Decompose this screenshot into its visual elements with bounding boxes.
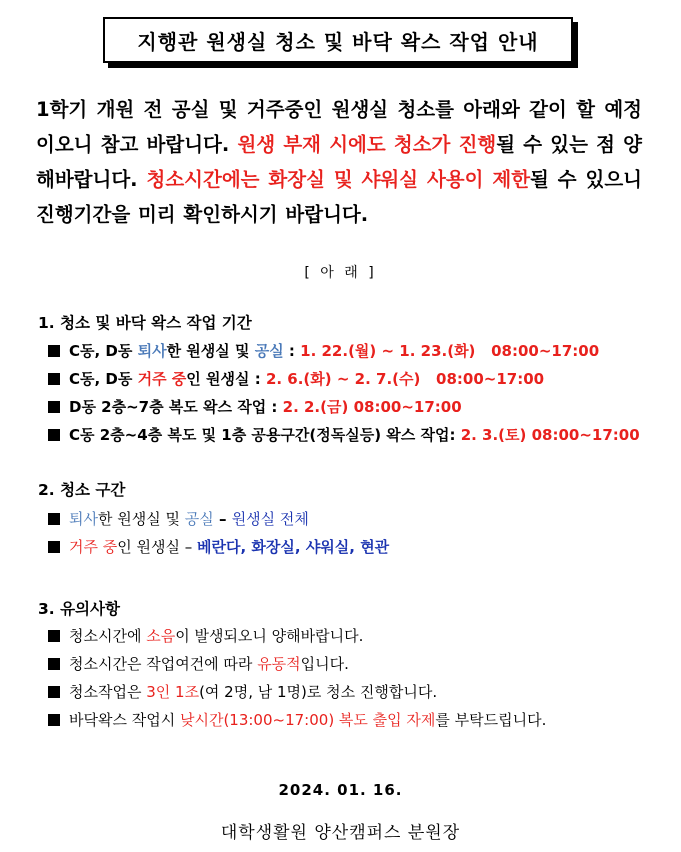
- page-title-text: 지행관 원생실 청소 및 바닥 왁스 작업 안내: [137, 29, 539, 54]
- row-highlight: 퇴사: [69, 510, 98, 528]
- intro-paragraph: [36, 92, 642, 232]
- row-text: –: [213, 510, 232, 528]
- square-bullet-icon: [48, 686, 60, 698]
- row-date: 2. 3.(토): [460, 426, 527, 444]
- section1-row: [48, 424, 640, 445]
- notice-label: [ 아 래 ]: [304, 265, 377, 281]
- section3-title: 3. 유의사항: [38, 600, 120, 618]
- row-text: 청소시간은 작업여건에 따라: [69, 655, 258, 673]
- intro-text-1: 1학기 개원 전 공실 및 거주중인 원생실 청소를 아래와 같이 할 예정이오니 참고 바랍니다.: [36, 98, 642, 156]
- row-highlight: 소음: [146, 627, 176, 645]
- row-text: 한 원생실 및: [97, 510, 185, 528]
- page-title: [103, 17, 573, 63]
- row-highlight: 퇴사: [137, 342, 167, 360]
- square-bullet-icon: [48, 373, 60, 385]
- row-highlight: 공실: [254, 342, 284, 360]
- square-bullet-icon: [48, 429, 60, 441]
- row-text: 청소작업은: [69, 683, 147, 701]
- row-text: :: [283, 342, 301, 360]
- square-bullet-icon: [48, 401, 60, 413]
- notice-date: 2024. 01. 16.: [278, 781, 403, 799]
- intro-highlight-absence: 원생 부재 시에도 청소가 진행: [237, 133, 497, 156]
- section3-row: [48, 653, 349, 674]
- row-date: 2. 6.(화) ~ 2. 7.(수): [265, 370, 421, 388]
- section3-row: [48, 709, 546, 730]
- section2-row: [48, 536, 389, 557]
- row-time: 08:00~17:00: [348, 398, 462, 416]
- row-text: 청소시간에: [69, 627, 147, 645]
- square-bullet-icon: [48, 541, 60, 553]
- row-highlight: 거주 중: [69, 538, 118, 556]
- section1-row: [48, 340, 599, 361]
- section3-row: [48, 681, 437, 702]
- row-highlight: 3인 1조: [146, 683, 200, 701]
- row-highlight: 공실: [184, 510, 214, 528]
- row-highlight: 거주 중: [137, 370, 187, 388]
- section2-row: [48, 508, 309, 529]
- section2-title: 2. 청소 구간: [38, 481, 126, 499]
- section1-title: 1. 청소 및 바닥 왁스 작업 기간: [38, 314, 252, 332]
- row-text: C동, D동: [69, 342, 138, 360]
- row-text: D동 2층~7층 복도 왁스 작업 :: [69, 398, 283, 416]
- section3-row: [48, 625, 363, 646]
- square-bullet-icon: [48, 714, 60, 726]
- square-bullet-icon: [48, 658, 60, 670]
- intro-text-3: 될 수 있으니 진행기간을 미리 확인하시기 바랍니다.: [36, 168, 643, 226]
- row-text: (여 2명, 남 1명)로 청소 진행합니다.: [199, 683, 438, 701]
- intro-text-2: 될 수 있는 점 양해바랍니다.: [36, 133, 642, 191]
- row-text: 이 발생되오니 양해바랍니다.: [175, 627, 364, 645]
- intro-highlight-restriction: 청소시간에는 화장실 및 샤워실 사용이 제한: [146, 168, 531, 191]
- row-area: 원생실 전체: [231, 510, 309, 528]
- row-highlight: 유동적: [257, 655, 301, 673]
- row-time: 08:00~17:00: [475, 342, 600, 360]
- row-text: 인 원생실 :: [186, 370, 266, 388]
- row-time: 08:00~17:00: [526, 426, 640, 444]
- row-area: 베란다, 화장실, 샤워실, 현관: [197, 538, 390, 556]
- section1-row: [48, 368, 544, 389]
- row-text: C동, D동: [69, 370, 138, 388]
- square-bullet-icon: [48, 345, 60, 357]
- row-date: 2. 2.(금): [282, 398, 349, 416]
- row-text: 바닥왁스 작업시: [69, 711, 180, 729]
- row-time: 08:00~17:00: [420, 370, 545, 388]
- row-highlight: 낮시간(13:00~17:00) 복도 출입 자제: [179, 711, 436, 729]
- section1-row: [48, 396, 462, 417]
- square-bullet-icon: [48, 513, 60, 525]
- row-text: 입니다.: [300, 655, 349, 673]
- row-text: 한 원생실 및: [166, 342, 255, 360]
- row-text: 를 부탁드립니다.: [435, 711, 547, 729]
- row-text: 인 원생실 –: [117, 538, 198, 556]
- square-bullet-icon: [48, 630, 60, 642]
- row-date: 1. 22.(월) ~ 1. 23.(화): [300, 342, 476, 360]
- row-text: C동 2층~4층 복도 및 1층 공용구간(정독실등) 왁스 작업:: [69, 426, 461, 444]
- issuer-signature: 대학생활원 양산캠퍼스 분원장: [220, 823, 461, 843]
